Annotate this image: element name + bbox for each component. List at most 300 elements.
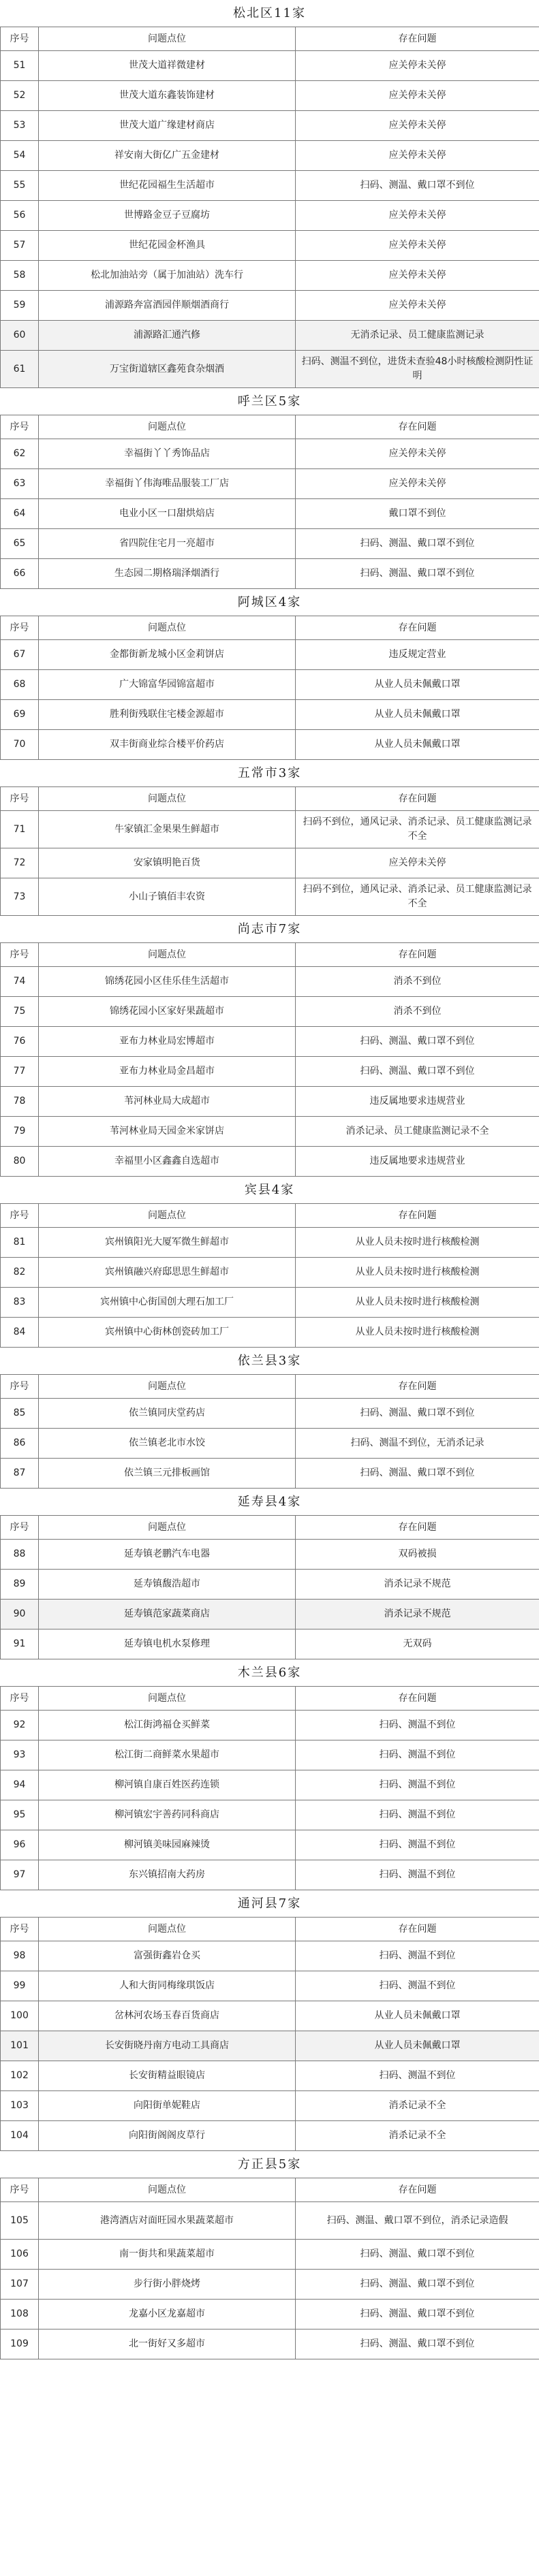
table-header-row — [1, 1918, 539, 1941]
inspection-table — [0, 1686, 539, 1890]
row-place: 省四院住宅月一亮超市 — [39, 529, 296, 559]
table-header-row — [1, 787, 539, 811]
row-place: 宾州镇中心街国创大理石加工厂 — [39, 1288, 296, 1318]
header-place: 问题点位 — [39, 27, 296, 51]
header-problem: 存在问题 — [296, 1204, 539, 1228]
row-place: 长安街精益眼镜店 — [39, 2061, 296, 2091]
row-problem: 扫码、测温不到位 — [296, 1971, 539, 2001]
row-place: 电业小区一口甜烘焙店 — [39, 499, 296, 529]
table-row — [1, 1740, 539, 1770]
row-number: 72 — [1, 848, 39, 878]
row-place: 依兰镇同庆堂药店 — [39, 1399, 296, 1429]
table-row — [1, 1288, 539, 1318]
row-place: 生态园二期格瑞泽烟酒行 — [39, 559, 296, 589]
header-place: 问题点位 — [39, 415, 296, 439]
header-problem: 存在问题 — [296, 616, 539, 640]
row-number: 66 — [1, 559, 39, 589]
row-number: 78 — [1, 1087, 39, 1117]
row-number: 90 — [1, 1600, 39, 1629]
table-row — [1, 1027, 539, 1057]
header-no: 序号 — [1, 1918, 39, 1941]
row-place: 岔林河农场玉春百货商店 — [39, 2001, 296, 2031]
row-number: 108 — [1, 2300, 39, 2329]
table-row — [1, 2001, 539, 2031]
row-number: 71 — [1, 811, 39, 848]
row-problem: 扫码、测温、戴口罩不到位 — [296, 559, 539, 589]
header-problem: 存在问题 — [296, 1918, 539, 1941]
row-number: 94 — [1, 1770, 39, 1800]
table-row — [1, 1540, 539, 1570]
row-number: 68 — [1, 670, 39, 700]
row-place: 松江街鸿福仓买鲜菜 — [39, 1711, 296, 1740]
row-number: 79 — [1, 1117, 39, 1147]
table-row — [1, 231, 539, 261]
table-header-row — [1, 616, 539, 640]
row-problem: 扫码、测温不到位 — [296, 1740, 539, 1770]
section-title: 延寿县4家 — [237, 1495, 302, 1509]
row-problem: 戴口罩不到位 — [296, 499, 539, 529]
header-no: 序号 — [1, 1516, 39, 1540]
table-row — [1, 439, 539, 469]
table-row — [1, 730, 539, 760]
row-number: 63 — [1, 469, 39, 499]
row-number: 80 — [1, 1147, 39, 1177]
row-problem: 扫码、测温、戴口罩不到位，消杀记录造假 — [296, 2202, 539, 2240]
table-header-row — [1, 1204, 539, 1228]
table-row — [1, 1629, 539, 1659]
table-row — [1, 2091, 539, 2121]
header-problem: 存在问题 — [296, 1516, 539, 1540]
row-problem: 应关停未关停 — [296, 231, 539, 261]
table-row — [1, 1429, 539, 1459]
header-no: 序号 — [1, 616, 39, 640]
row-place: 东兴镇招南大药房 — [39, 1860, 296, 1890]
row-problem: 应关停未关停 — [296, 51, 539, 81]
row-place: 依兰镇老北市水饺 — [39, 1429, 296, 1459]
row-number: 69 — [1, 700, 39, 730]
row-problem: 双码被损 — [296, 1540, 539, 1570]
row-problem: 从业人员未按时进行核酸检测 — [296, 1258, 539, 1288]
section-title: 阿城区4家 — [237, 595, 302, 609]
row-place: 万宝街道辖区鑫苑食杂烟酒 — [39, 351, 296, 388]
row-place: 锦绣花园小区家好果蔬超市 — [39, 997, 296, 1027]
table-row — [1, 1258, 539, 1288]
row-place: 宾州镇阳光大厦军微生鲜超市 — [39, 1228, 296, 1258]
section-title: 呼兰区5家 — [237, 394, 302, 409]
row-problem: 应关停未关停 — [296, 261, 539, 291]
row-place: 龙嘉小区龙嘉超市 — [39, 2300, 296, 2329]
section-title: 方正县5家 — [237, 2157, 302, 2172]
table-row — [1, 700, 539, 730]
row-number: 73 — [1, 878, 39, 916]
header-problem: 存在问题 — [296, 415, 539, 439]
header-no: 序号 — [1, 787, 39, 811]
row-number: 93 — [1, 1740, 39, 1770]
table-row — [1, 1860, 539, 1890]
row-problem: 从业人员未佩戴口罩 — [296, 730, 539, 760]
table-row — [1, 1570, 539, 1600]
row-problem: 消杀记录不规范 — [296, 1600, 539, 1629]
row-number: 86 — [1, 1429, 39, 1459]
section-title: 尚志市7家 — [237, 922, 302, 936]
row-number: 59 — [1, 291, 39, 321]
row-place: 向阳街阁阁皮草行 — [39, 2121, 296, 2151]
row-problem: 扫码、测温不到位 — [296, 1711, 539, 1740]
table-header-row — [1, 415, 539, 439]
header-problem: 存在问题 — [296, 27, 539, 51]
table-row — [1, 2061, 539, 2091]
row-problem: 应关停未关停 — [296, 291, 539, 321]
table-row — [1, 848, 539, 878]
table-row — [1, 51, 539, 81]
row-place: 浦源路奔富酒园伴顺烟酒商行 — [39, 291, 296, 321]
table-row — [1, 2270, 539, 2300]
row-number: 102 — [1, 2061, 39, 2091]
row-problem: 扫码、测温不到位 — [296, 2061, 539, 2091]
row-place: 向阳街单妮鞋店 — [39, 2091, 296, 2121]
row-problem: 扫码、测温、戴口罩不到位 — [296, 1399, 539, 1429]
row-place: 延寿镇电机水泵修理 — [39, 1629, 296, 1659]
header-place: 问题点位 — [39, 943, 296, 967]
row-place: 浦源路汇通汽修 — [39, 321, 296, 351]
table-row — [1, 469, 539, 499]
row-problem: 扫码、测温、戴口罩不到位 — [296, 2329, 539, 2359]
row-problem: 扫码不到位，通风记录、消杀记录、员工健康监测记录不全 — [296, 878, 539, 916]
row-number: 62 — [1, 439, 39, 469]
header-place: 问题点位 — [39, 1687, 296, 1711]
row-problem: 应关停未关停 — [296, 111, 539, 141]
section-title: 松北区11家 — [233, 6, 306, 20]
row-place: 南一街共和果蔬菜超市 — [39, 2240, 296, 2270]
row-problem: 扫码、测温不到位 — [296, 1941, 539, 1971]
row-problem: 扫码、测温、戴口罩不到位 — [296, 171, 539, 201]
table-row — [1, 670, 539, 700]
row-problem: 扫码、测温、戴口罩不到位 — [296, 1057, 539, 1087]
table-row — [1, 1147, 539, 1177]
row-place: 亚布力林业局宏博超市 — [39, 1027, 296, 1057]
row-place: 世茂大道祥微建材 — [39, 51, 296, 81]
row-number: 83 — [1, 1288, 39, 1318]
row-number: 75 — [1, 997, 39, 1027]
row-number: 92 — [1, 1711, 39, 1740]
row-number: 67 — [1, 640, 39, 670]
inspection-table — [0, 27, 539, 388]
row-place: 步行街小胖烧烤 — [39, 2270, 296, 2300]
table-row — [1, 2329, 539, 2359]
table-row — [1, 1800, 539, 1830]
row-place: 柳河镇宏宇善药同科商店 — [39, 1800, 296, 1830]
row-number: 64 — [1, 499, 39, 529]
header-no: 序号 — [1, 943, 39, 967]
table-row — [1, 1318, 539, 1348]
header-place: 问题点位 — [39, 2178, 296, 2202]
table-row — [1, 1711, 539, 1740]
row-problem: 应关停未关停 — [296, 141, 539, 171]
row-number: 81 — [1, 1228, 39, 1258]
table-row — [1, 997, 539, 1027]
row-problem: 扫码不到位，通风记录、消杀记录、员工健康监测记录不全 — [296, 811, 539, 848]
row-problem: 应关停未关停 — [296, 469, 539, 499]
section-title: 通河县7家 — [237, 1896, 302, 1911]
row-place: 富强街鑫岩仓买 — [39, 1941, 296, 1971]
row-place: 牛家镇汇金果果生鲜超市 — [39, 811, 296, 848]
row-place: 延寿镇馥浩超市 — [39, 1570, 296, 1600]
table-row — [1, 321, 539, 351]
section-title: 依兰县3家 — [237, 1354, 302, 1368]
table-header-row — [1, 1375, 539, 1399]
row-place: 幸福街丫伟海唯品服装工厂店 — [39, 469, 296, 499]
header-no: 序号 — [1, 1687, 39, 1711]
header-place: 问题点位 — [39, 1375, 296, 1399]
row-place: 锦绣花园小区佳乐佳生活超市 — [39, 967, 296, 997]
table-row — [1, 1087, 539, 1117]
table-row — [1, 141, 539, 171]
header-problem: 存在问题 — [296, 1687, 539, 1711]
header-problem: 存在问题 — [296, 943, 539, 967]
row-problem: 违反属地要求违规营业 — [296, 1147, 539, 1177]
inspection-table — [0, 1203, 539, 1348]
row-place: 松江街二商鲜菜水果超市 — [39, 1740, 296, 1770]
section-title: 五常市3家 — [237, 766, 302, 780]
row-place: 世博路金豆子豆腐坊 — [39, 201, 296, 231]
row-place: 安家镇明艳百货 — [39, 848, 296, 878]
row-number: 101 — [1, 2031, 39, 2061]
row-number: 97 — [1, 1860, 39, 1890]
row-problem: 扫码、测温、戴口罩不到位 — [296, 2300, 539, 2329]
table-row — [1, 1830, 539, 1860]
row-problem: 扫码、测温、戴口罩不到位 — [296, 2270, 539, 2300]
row-number: 65 — [1, 529, 39, 559]
row-number: 105 — [1, 2202, 39, 2240]
row-problem: 扫码、测温、戴口罩不到位 — [296, 1459, 539, 1489]
row-place: 苇河林业局天园金米家饼店 — [39, 1117, 296, 1147]
row-number: 74 — [1, 967, 39, 997]
row-place: 幸福街丫丫秀饰品店 — [39, 439, 296, 469]
row-place: 依兰镇三元排板画馆 — [39, 1459, 296, 1489]
row-place: 松北加油站旁（属于加油站）洗车行 — [39, 261, 296, 291]
table-header-row — [1, 1687, 539, 1711]
row-problem: 扫码、测温、戴口罩不到位 — [296, 1027, 539, 1057]
table-row — [1, 291, 539, 321]
table-row — [1, 1117, 539, 1147]
inspection-table — [0, 942, 539, 1177]
row-problem: 扫码、测温不到位 — [296, 1860, 539, 1890]
row-place: 胜利街残联住宅楼金源超市 — [39, 700, 296, 730]
table-row — [1, 1941, 539, 1971]
row-problem: 应关停未关停 — [296, 439, 539, 469]
row-number: 52 — [1, 81, 39, 111]
row-number: 61 — [1, 351, 39, 388]
row-number: 87 — [1, 1459, 39, 1489]
row-problem: 消杀记录不全 — [296, 2091, 539, 2121]
inspection-table — [0, 415, 539, 589]
row-number: 109 — [1, 2329, 39, 2359]
header-problem: 存在问题 — [296, 787, 539, 811]
row-place: 苇河林业局大成超市 — [39, 1087, 296, 1117]
row-problem: 应关停未关停 — [296, 201, 539, 231]
table-header-row — [1, 2178, 539, 2202]
table-row — [1, 529, 539, 559]
row-problem: 从业人员未佩戴口罩 — [296, 2031, 539, 2061]
row-place: 广大锦富华园锦富超市 — [39, 670, 296, 700]
row-number: 91 — [1, 1629, 39, 1659]
table-row — [1, 559, 539, 589]
section-title: 木兰县6家 — [237, 1666, 302, 1680]
table-row — [1, 111, 539, 141]
table-row — [1, 1971, 539, 2001]
row-problem: 违反规定营业 — [296, 640, 539, 670]
table-row — [1, 878, 539, 916]
table-row — [1, 811, 539, 848]
table-header-row — [1, 1516, 539, 1540]
row-number: 103 — [1, 2091, 39, 2121]
row-number: 88 — [1, 1540, 39, 1570]
row-number: 99 — [1, 1971, 39, 2001]
header-no: 序号 — [1, 2178, 39, 2202]
row-problem: 消杀记录、员工健康监测记录不全 — [296, 1117, 539, 1147]
table-row — [1, 1057, 539, 1087]
row-number: 84 — [1, 1318, 39, 1348]
row-number: 70 — [1, 730, 39, 760]
row-problem: 扫码、测温不到位，进货未查验48小时核酸检测阴性证明 — [296, 351, 539, 388]
row-place: 双丰街商业综合楼平价药店 — [39, 730, 296, 760]
header-problem: 存在问题 — [296, 2178, 539, 2202]
row-place: 祥安南大街亿广五金建材 — [39, 141, 296, 171]
table-row — [1, 261, 539, 291]
row-place: 金都街新龙城小区金莉饼店 — [39, 640, 296, 670]
row-problem: 从业人员未佩戴口罩 — [296, 700, 539, 730]
header-no: 序号 — [1, 1375, 39, 1399]
row-number: 54 — [1, 141, 39, 171]
table-row — [1, 2031, 539, 2061]
row-problem: 从业人员未佩戴口罩 — [296, 2001, 539, 2031]
inspection-table — [0, 2178, 539, 2359]
row-number: 104 — [1, 2121, 39, 2151]
row-problem: 从业人员未按时进行核酸检测 — [296, 1288, 539, 1318]
table-row — [1, 2121, 539, 2151]
row-place: 北一街好又多超市 — [39, 2329, 296, 2359]
row-number: 85 — [1, 1399, 39, 1429]
row-place: 世茂大道东鑫装饰建材 — [39, 81, 296, 111]
table-row — [1, 201, 539, 231]
row-number: 89 — [1, 1570, 39, 1600]
row-problem: 从业人员未佩戴口罩 — [296, 670, 539, 700]
header-place: 问题点位 — [39, 1918, 296, 1941]
row-number: 58 — [1, 261, 39, 291]
table-row — [1, 1770, 539, 1800]
row-number: 60 — [1, 321, 39, 351]
table-row — [1, 2300, 539, 2329]
table-row — [1, 967, 539, 997]
table-header-row — [1, 27, 539, 51]
row-place: 柳河镇自康百姓医药连锁 — [39, 1770, 296, 1800]
header-problem: 存在问题 — [296, 1375, 539, 1399]
header-place: 问题点位 — [39, 787, 296, 811]
header-no: 序号 — [1, 27, 39, 51]
section-title: 宾县4家 — [244, 1183, 295, 1197]
row-problem: 消杀不到位 — [296, 967, 539, 997]
row-number: 95 — [1, 1800, 39, 1830]
row-number: 106 — [1, 2240, 39, 2270]
header-place: 问题点位 — [39, 1516, 296, 1540]
table-row — [1, 2202, 539, 2240]
row-number: 77 — [1, 1057, 39, 1087]
row-place: 延寿镇老鹏汽车电器 — [39, 1540, 296, 1570]
row-problem: 消杀记录不全 — [296, 2121, 539, 2151]
row-place: 世纪花园福生生活超市 — [39, 171, 296, 201]
row-place: 世纪花园金杯渔具 — [39, 231, 296, 261]
row-problem: 应关停未关停 — [296, 81, 539, 111]
table-row — [1, 171, 539, 201]
row-number: 53 — [1, 111, 39, 141]
table-row — [1, 1399, 539, 1429]
row-problem: 扫码、测温不到位，无消杀记录 — [296, 1429, 539, 1459]
row-place: 世茂大道广缘建材商店 — [39, 111, 296, 141]
row-number: 107 — [1, 2270, 39, 2300]
row-place: 宾州镇融兴府邸思思生鲜超市 — [39, 1258, 296, 1288]
row-place: 小山子镇佰丰农资 — [39, 878, 296, 916]
table-row — [1, 1459, 539, 1489]
row-problem: 扫码、测温、戴口罩不到位 — [296, 2240, 539, 2270]
header-place: 问题点位 — [39, 616, 296, 640]
table-row — [1, 499, 539, 529]
table-row — [1, 81, 539, 111]
row-place: 幸福里小区鑫鑫自选超市 — [39, 1147, 296, 1177]
table-row — [1, 351, 539, 388]
row-number: 57 — [1, 231, 39, 261]
row-problem: 从业人员未按时进行核酸检测 — [296, 1228, 539, 1258]
row-number: 82 — [1, 1258, 39, 1288]
table-row — [1, 640, 539, 670]
table-row — [1, 2240, 539, 2270]
row-problem: 扫码、测温不到位 — [296, 1770, 539, 1800]
row-problem: 从业人员未按时进行核酸检测 — [296, 1318, 539, 1348]
row-number: 76 — [1, 1027, 39, 1057]
row-problem: 违反属地要求违规营业 — [296, 1087, 539, 1117]
row-problem: 无双码 — [296, 1629, 539, 1659]
row-number: 96 — [1, 1830, 39, 1860]
inspection-table — [0, 1515, 539, 1659]
inspection-table — [0, 1917, 539, 2151]
row-place: 宾州镇中心街林创瓷砖加工厂 — [39, 1318, 296, 1348]
row-problem: 扫码、测温不到位 — [296, 1800, 539, 1830]
row-number: 55 — [1, 171, 39, 201]
row-number: 56 — [1, 201, 39, 231]
header-no: 序号 — [1, 1204, 39, 1228]
row-problem: 消杀不到位 — [296, 997, 539, 1027]
row-problem: 无消杀记录、员工健康监测记录 — [296, 321, 539, 351]
row-problem: 消杀记录不规范 — [296, 1570, 539, 1600]
row-place: 港湾酒店对面旺园水果蔬菜超市 — [39, 2202, 296, 2240]
header-no: 序号 — [1, 415, 39, 439]
row-number: 98 — [1, 1941, 39, 1971]
row-place: 人和大街同梅缘琪饭店 — [39, 1971, 296, 2001]
row-place: 长安街晓丹南方电动工具商店 — [39, 2031, 296, 2061]
table-row — [1, 1228, 539, 1258]
table-header-row — [1, 943, 539, 967]
inspection-table — [0, 616, 539, 760]
row-problem: 应关停未关停 — [296, 848, 539, 878]
row-place: 柳河镇美味园麻辣烫 — [39, 1830, 296, 1860]
row-number: 100 — [1, 2001, 39, 2031]
row-problem: 扫码、测温、戴口罩不到位 — [296, 529, 539, 559]
inspection-table — [0, 1374, 539, 1489]
row-number: 51 — [1, 51, 39, 81]
header-place: 问题点位 — [39, 1204, 296, 1228]
table-row — [1, 1600, 539, 1629]
row-problem: 扫码、测温不到位 — [296, 1830, 539, 1860]
row-place: 延寿镇范家蔬菜商店 — [39, 1600, 296, 1629]
